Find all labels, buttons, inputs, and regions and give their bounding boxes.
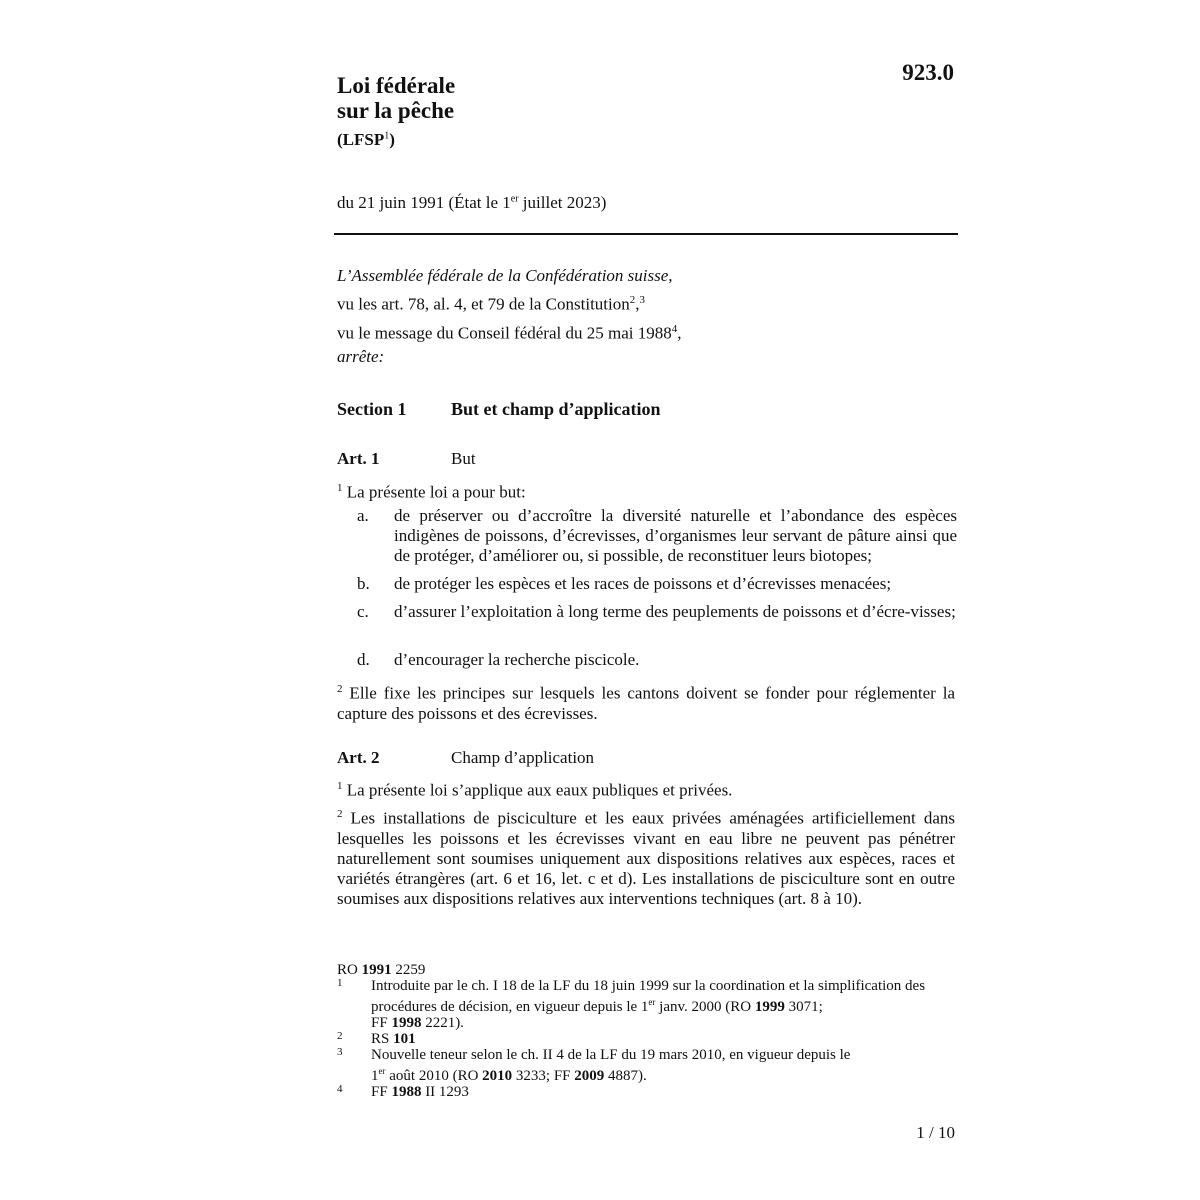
law-date: du 21 juin 1991 (État le 1er juillet 2023) [337,193,607,212]
article-1-heading [337,449,476,469]
section-label: Section 1 [337,399,407,419]
article-1-paragraph-1: $^1$ La présente loi a pour but: [337,482,526,502]
law-abbreviation: (LFSP$^1$) [337,130,395,149]
preamble-decree: arrête: [337,347,385,367]
section-title: But et champ d’application [451,399,661,419]
footnote-ref-1[interactable]: 1 [384,130,390,142]
article-1-paragraph-2: $^2$ Elle fixe les principes sur lesquels les cantons doivent se fonder pour réglementer la capture des poissons et des écrevisses. [337,683,955,723]
list-item: d. d’encourager la recherche piscicole. [357,650,640,669]
preamble [337,264,681,369]
preamble-constitution: vu les art. 78, al. 4, et 79 de la Constitution$^2$,$^3$ [337,294,645,314]
article-2-paragraph-2: $^2$ Les installations de pisciculture et les eaux privées aménagées artificiellement dans lesquelles les poissons et les écrevisses vivant en eau libre ne peuvent pas pénétrer naturellement sont soumises uniquement aux dispositions relatives aux espèces, races et variétés étrangères (art. 6 et 16, let. c et d). Les installations de pisciculture sont en outre soumises aux dispositions relatives aux interventions techniques (art. 8 à 10). [337,808,955,908]
footnote-ref-4[interactable]: 4 [671,322,678,335]
footnote-ref-2[interactable]: 2 [629,294,636,306]
law-title-line2: sur la pêche [337,98,455,123]
list-item: b. de protéger les espèces et les races de poissons et d’écrevisses menacées; [357,574,892,593]
article-1-title: But [451,449,476,468]
law-title [337,73,455,123]
article-2-title: Champ d’application [451,748,595,767]
footnote-ro: RO 1991 2259 [337,962,426,978]
sr-number: 923.0 [902,60,954,85]
preamble-assembly: L’Assemblée fédérale de la Confédération suisse, [337,266,673,285]
list-item: c. d’assurer l’exploitation à long terme des peuplements de poissons et d’écre-visses; [357,602,956,621]
article-2-paragraph-1: $^1$ La présente loi s’applique aux eaux publiques et privées. [337,780,733,800]
footnotes [337,962,957,1100]
section-heading [337,399,661,420]
article-2-number: Art. 2 [337,748,380,767]
article-1-number: Art. 1 [337,449,380,468]
preamble-message: vu le message du Conseil fédéral du 25 mai 1988$^4$, [337,322,682,343]
page-number: 1 / 10 [916,1123,955,1142]
article-2-heading [337,748,595,768]
footnote-2: 2 RS 101 [337,1030,416,1047]
law-title-line1: Loi fédérale [337,73,456,98]
footnote-1: 1 Introduite par le ch. I 18 de la LF du 18 juin 1999 sur la coordination et la simplification des procédures de décision, en vigueur depuis le 1er janv. 2000 (RO 1999 3071; FF 1998 2221). [337,977,926,1031]
footnote-3: 3 Nouvelle teneur selon le ch. II 4 de la LF du 19 mars 2010, en vigueur depuis le 1er août 2010 (RO 2010 3233; FF 2009 4887). [337,1046,851,1084]
header-divider [334,233,958,235]
footnote-4: 4 FF 1988 II 1293 [337,1083,469,1100]
list-item: a. de préserver ou d’accroître la diversité naturelle et l’abondance des espèces indigènes de poissons, d’écrevisses, d’organismes leur servant de pâture ainsi que de protéger, d’améliorer ou, si possible, de reconstituer leurs biotopes; [357,506,957,565]
footnote-ref-3[interactable]: 3 [639,294,645,306]
